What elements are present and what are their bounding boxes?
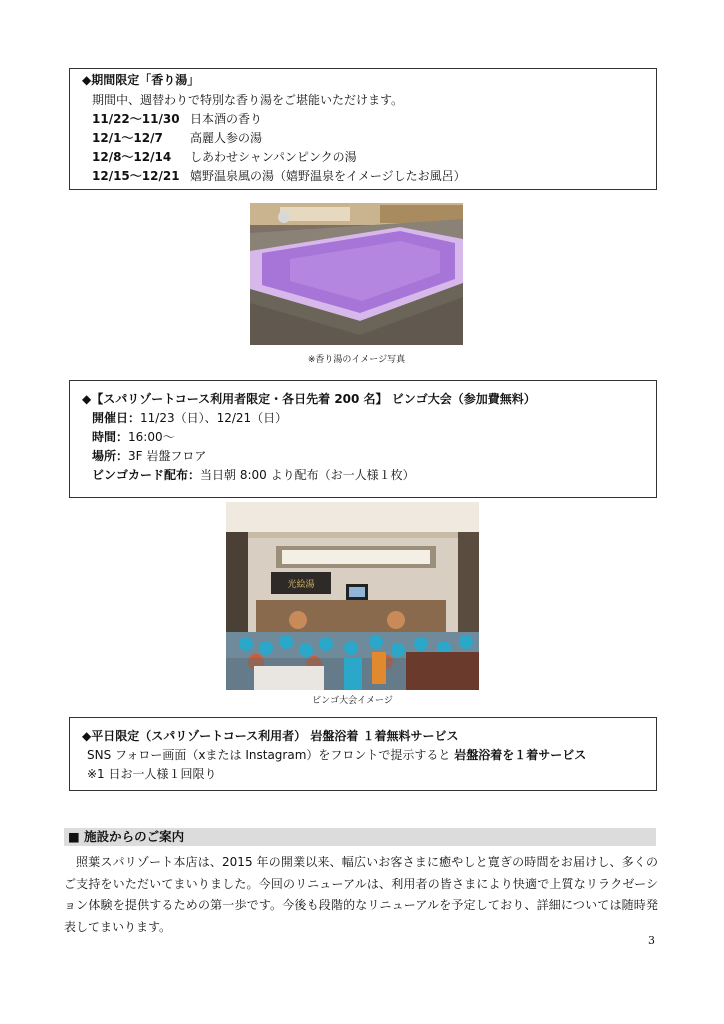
bingo-row-value: 当日朝 8:00 より配布（お一人様１枚） — [200, 468, 415, 482]
schedule-name: 日本酒の香り — [190, 112, 263, 126]
schedule-row — [92, 129, 656, 148]
weekday-service-box — [69, 717, 657, 791]
schedule-name: しあわせシャンパンピンクの湯 — [190, 150, 357, 164]
bingo-row — [92, 409, 656, 428]
weekday-service-note: ※1 日お一人様１回限り — [87, 767, 217, 781]
bingo-row-value: 3F 岩盤フロア — [128, 449, 207, 463]
schedule-name: 高麗人参の湯 — [190, 131, 263, 145]
schedule-date: 12/15～12/21 — [92, 169, 180, 183]
schedule-name: 嬉野温泉風の湯（嬉野温泉をイメージしたお風呂） — [190, 169, 466, 183]
schedule-row — [92, 167, 656, 186]
weekday-service-highlight: 岩盤浴着を１着サービス — [454, 748, 587, 762]
bingo-row — [92, 428, 656, 447]
section-body: 照葉スパリゾート本店は、2015 年の開業以来、幅広いお客さまに癒やしと寛ぎの時間をお届けし、多くのご支持をいただいてまいりました。今回のリニューアルは、利用者の皆さまにより快適で上質なリラクゼーション体験を提供するための第一歩です。今後も段階的なリニューアルを予定しており、詳細については随時発表してまいります。 — [64, 855, 658, 934]
fragrant-bath-caption: ※香り湯のイメージ写真 — [307, 355, 406, 365]
bingo-sign-text: 光絵湯 — [287, 580, 315, 590]
fragrant-bath-photo — [250, 203, 463, 345]
bingo-row — [92, 466, 656, 485]
bingo-photo — [226, 502, 479, 690]
schedule-row — [92, 110, 656, 129]
weekday-service-title: ◆平日限定（スパリゾートコース利用者） 岩盤浴着 １着無料サービス — [82, 729, 459, 743]
bingo-row-value: 11/23（日）、12/21（日） — [140, 411, 288, 425]
bingo-illustration — [226, 502, 479, 690]
bingo-row-value: 16:00～ — [128, 430, 175, 444]
bingo-row-label: 場所： — [92, 449, 129, 463]
fragrant-bath-box — [69, 68, 657, 190]
fragrant-bath-intro: 期間中、週替わりで特別な香り湯をご堪能いただけます。 — [92, 93, 404, 107]
bingo-row-label: 開催日： — [92, 411, 141, 425]
schedule-date: 12/8～12/14 — [92, 150, 172, 164]
page-number: 3 — [648, 934, 655, 947]
bingo-title: ◆【スパリゾートコース利用者限定・各日先着 200 名】 ビンゴ大会（参加費無料） — [82, 392, 536, 406]
schedule-row — [92, 148, 656, 167]
bingo-row — [92, 447, 656, 466]
schedule-date: 11/22～11/30 — [92, 112, 180, 126]
fragrant-bath-title: ◆期間限定「香り湯」 — [82, 73, 200, 87]
weekday-service-line — [87, 746, 656, 765]
bingo-row-label: 時間： — [92, 430, 129, 444]
bath-illustration — [250, 203, 463, 345]
section-heading: ■ 施設からのご案内 — [64, 828, 656, 846]
bingo-box — [69, 380, 657, 498]
schedule-date: 12/1～12/7 — [92, 131, 163, 145]
weekday-service-text: SNS フォロー画面（xまたは Instagram）をフロントで提示すると — [87, 748, 455, 762]
bingo-row-label: ビンゴカード配布： — [92, 468, 201, 482]
bingo-caption: ビンゴ大会イメージ — [312, 696, 393, 706]
